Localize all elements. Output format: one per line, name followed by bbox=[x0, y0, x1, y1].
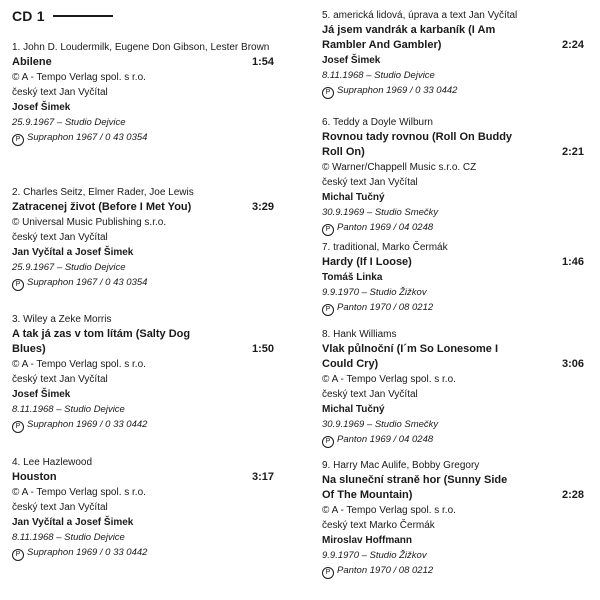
track-lyrics: český text Jan Vyčítal bbox=[12, 232, 108, 243]
track-release-text: Panton 1969 / 04 0248 bbox=[337, 222, 434, 233]
track-lyrics: český text Jan Vyčítal bbox=[322, 389, 418, 400]
track-release-text: Panton 1970 / 08 0212 bbox=[337, 302, 434, 313]
track-title: A tak já zas v tom lítám (Salty Dog Blues) bbox=[12, 328, 191, 355]
track-3 bbox=[12, 312, 274, 433]
track-composer: 4. Lee Hazlewood bbox=[12, 457, 93, 468]
track-release-text: Supraphon 1967 / 0 43 0354 bbox=[27, 132, 148, 143]
track-title: Já jsem vandrák a karbaník (I Am Rambler And Gambler) bbox=[322, 24, 496, 51]
track-composer: 1. John D. Loudermilk, Eugene Don Gibson, Lester Brown bbox=[12, 42, 270, 53]
cd-header bbox=[12, 8, 113, 24]
track-publisher: © A - Tempo Verlag spol. s r.o. bbox=[12, 72, 146, 83]
track-publisher: © A - Tempo Verlag spol. s r.o. bbox=[12, 359, 146, 370]
track-session: 8.11.1968 – Studio Dejvice bbox=[12, 532, 125, 543]
phonogram-icon: P bbox=[12, 549, 24, 561]
track-title: Abilene bbox=[12, 56, 52, 68]
track-2 bbox=[12, 185, 274, 291]
phonogram-icon: P bbox=[322, 304, 334, 316]
track-duration: 1:46 bbox=[561, 256, 584, 268]
track-9 bbox=[322, 458, 584, 579]
track-duration: 3:17 bbox=[251, 471, 274, 483]
track-performer: Michal Tučný bbox=[322, 192, 385, 203]
track-composer: 7. traditional, Marko Čermák bbox=[322, 242, 448, 253]
track-title: Na sluneční straně hor (Sunny Side Of The Mountain) bbox=[322, 474, 508, 501]
cd-label: CD 1 bbox=[12, 8, 45, 24]
track-duration: 3:29 bbox=[251, 201, 274, 213]
track-composer: 3. Wiley a Zeke Morris bbox=[12, 314, 112, 325]
track-composer: 8. Hank Williams bbox=[322, 329, 397, 340]
track-6 bbox=[322, 115, 584, 236]
track-session: 9.9.1970 – Studio Žižkov bbox=[322, 287, 427, 298]
track-release-text: Supraphon 1969 / 0 33 0442 bbox=[27, 419, 148, 430]
track-duration: 2:21 bbox=[561, 146, 584, 158]
track-title: Houston bbox=[12, 471, 57, 483]
track-release bbox=[12, 417, 274, 433]
track-performer: Josef Šimek bbox=[12, 389, 71, 400]
track-session: 25.9.1967 – Studio Dejvice bbox=[12, 117, 126, 128]
track-release bbox=[12, 545, 274, 561]
track-lyrics: český text Jan Vyčítal bbox=[12, 87, 108, 98]
track-title: Rovnou tady rovnou (Roll On Buddy Roll On) bbox=[322, 131, 513, 158]
track-performer: Jan Vyčítal a Josef Šimek bbox=[12, 517, 134, 528]
track-composer: 2. Charles Seitz, Elmer Rader, Joe Lewis bbox=[12, 187, 194, 198]
track-performer: Josef Šimek bbox=[12, 102, 71, 113]
track-release bbox=[322, 563, 584, 579]
track-duration: 2:28 bbox=[561, 489, 584, 501]
track-session: 9.9.1970 – Studio Žižkov bbox=[322, 550, 427, 561]
track-composer: 5. americká lidová, úprava a text Jan Vyčítal bbox=[322, 10, 518, 21]
phonogram-icon: P bbox=[322, 567, 334, 579]
track-release-text: Supraphon 1967 / 0 43 0354 bbox=[27, 277, 148, 288]
track-release bbox=[322, 300, 584, 316]
track-performer: Tomáš Linka bbox=[322, 272, 383, 283]
track-performer: Michal Tučný bbox=[322, 404, 385, 415]
track-performer: Miroslav Hoffmann bbox=[322, 535, 413, 546]
track-session: 30.9.1969 – Studio Smečky bbox=[322, 419, 439, 430]
track-release bbox=[12, 130, 274, 146]
track-lyrics: český text Jan Vyčítal bbox=[12, 502, 108, 513]
track-release bbox=[322, 432, 584, 448]
track-session: 8.11.1968 – Studio Dejvice bbox=[12, 404, 125, 415]
track-duration: 1:54 bbox=[251, 56, 274, 68]
track-release-text: Panton 1970 / 08 0212 bbox=[337, 565, 434, 576]
track-8 bbox=[322, 327, 584, 448]
header-rule bbox=[53, 15, 113, 17]
track-duration: 3:06 bbox=[561, 358, 584, 370]
track-duration: 2:24 bbox=[561, 39, 584, 51]
phonogram-icon: P bbox=[12, 421, 24, 433]
track-release bbox=[322, 83, 584, 99]
track-title: Vlak půlnoční (I´m So Lonesome I Could Cry) bbox=[322, 343, 499, 370]
track-session: 30.9.1969 – Studio Smečky bbox=[322, 207, 439, 218]
track-7 bbox=[322, 240, 584, 316]
track-duration: 1:50 bbox=[251, 343, 274, 355]
track-performer: Jan Vyčítal a Josef Šimek bbox=[12, 247, 134, 258]
track-release-text: Supraphon 1969 / 0 33 0442 bbox=[27, 547, 148, 558]
track-release bbox=[12, 275, 274, 291]
track-lyrics: český text Jan Vyčítal bbox=[322, 177, 418, 188]
track-publisher: © A - Tempo Verlag spol. s r.o. bbox=[322, 374, 456, 385]
track-session: 8.11.1968 – Studio Dejvice bbox=[322, 70, 435, 81]
track-session: 25.9.1967 – Studio Dejvice bbox=[12, 262, 126, 273]
track-release-text: Panton 1969 / 04 0248 bbox=[337, 434, 434, 445]
track-performer: Josef Šimek bbox=[322, 55, 381, 66]
track-publisher: © A - Tempo Verlag spol. s r.o. bbox=[322, 505, 456, 516]
track-publisher: © A - Tempo Verlag spol. s r.o. bbox=[12, 487, 146, 498]
phonogram-icon: P bbox=[322, 87, 334, 99]
phonogram-icon: P bbox=[322, 224, 334, 236]
phonogram-icon: P bbox=[12, 134, 24, 146]
track-release bbox=[322, 220, 584, 236]
phonogram-icon: P bbox=[12, 279, 24, 291]
track-4 bbox=[12, 455, 274, 561]
track-composer: 9. Harry Mac Aulife, Bobby Gregory bbox=[322, 460, 480, 471]
track-title: Hardy (If I Loose) bbox=[322, 256, 412, 268]
track-5 bbox=[322, 8, 584, 99]
phonogram-icon: P bbox=[322, 436, 334, 448]
track-publisher: © Universal Music Publishing s.r.o. bbox=[12, 217, 167, 228]
track-title: Zatracenej život (Before I Met You) bbox=[12, 201, 192, 213]
track-lyrics: český text Jan Vyčítal bbox=[12, 374, 108, 385]
track-publisher: © Warner/Chappell Music s.r.o. CZ bbox=[322, 162, 477, 173]
track-release-text: Supraphon 1969 / 0 33 0442 bbox=[337, 85, 458, 96]
track-1 bbox=[12, 40, 274, 146]
track-composer: 6. Teddy a Doyle Wilburn bbox=[322, 117, 433, 128]
track-lyrics: český text Marko Čermák bbox=[322, 520, 435, 531]
